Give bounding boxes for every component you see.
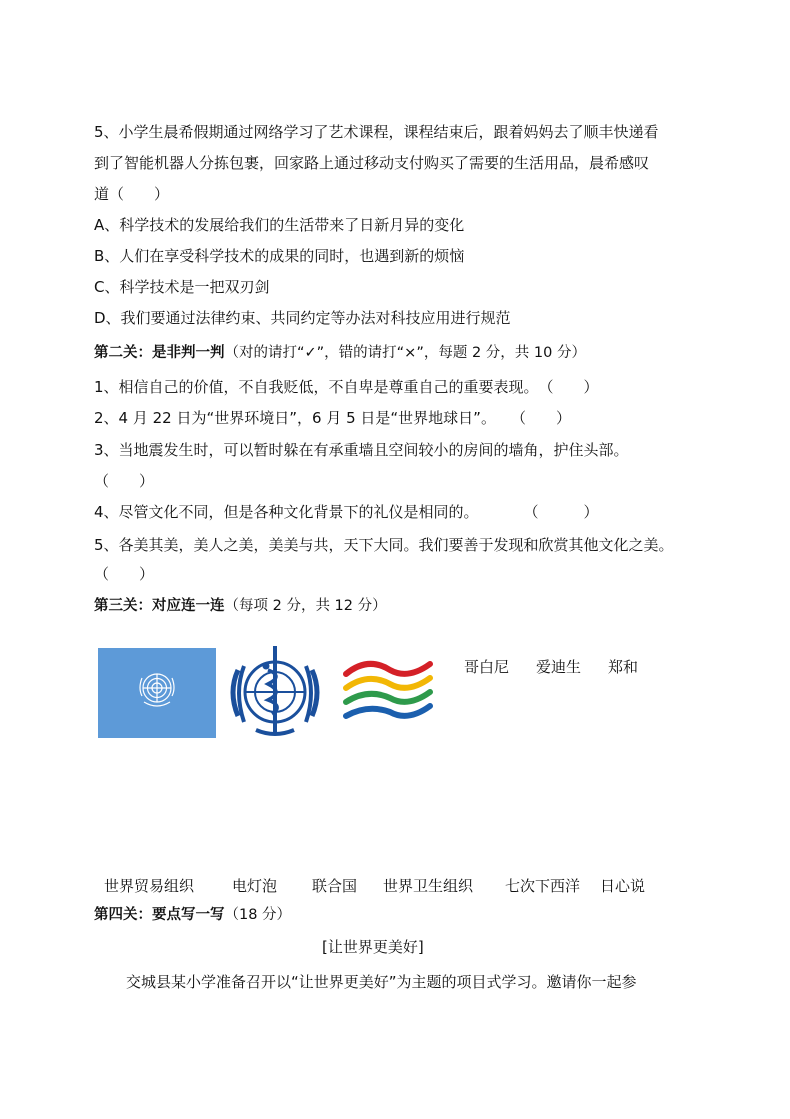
tf-item-3-blank: （ ）	[94, 472, 155, 490]
section4-title: 第四关：要点写一写	[94, 907, 225, 923]
q5-stem-line3: 道（ ）	[94, 185, 170, 203]
answer-voyages: 七次下西洋	[505, 877, 581, 895]
section4-note: （18 分）	[224, 907, 292, 923]
answer-heliocentrism: 日心说	[600, 877, 646, 895]
person-edison: 爱迪生	[536, 658, 582, 676]
tf-item-3: 3、当地震发生时，可以暂时躲在有承重墙且空间较小的房间的墙角，护住头部。	[94, 441, 629, 459]
q5-option-d: D、我们要通过法律约束、共同约定等办法对科技应用进行规范	[94, 309, 511, 327]
section2-heading	[94, 343, 586, 363]
un-logo-icon	[98, 648, 216, 738]
q5-stem-line2: 到了智能机器人分拣包裹，回家路上通过移动支付购买了需要的生活用品，晨希感叹	[94, 154, 650, 172]
tf-item-5: 5、各美其美，美人之美，美美与共，天下大同。我们要善于发现和欣赏其他文化之美。	[94, 536, 674, 554]
section2-note: （对的请打“✓”，错的请打“×”，每题 2 分，共 10 分）	[224, 345, 586, 361]
answer-light-bulb: 电灯泡	[232, 877, 278, 895]
section3-title: 第三关：对应连一连	[94, 598, 225, 614]
essay-title: [让世界更美好]	[322, 938, 424, 956]
answer-who: 世界卫生组织	[383, 877, 474, 895]
q5-option-a: A、科学技术的发展给我们的生活带来了日新月异的变化	[94, 216, 465, 234]
section3-note: （每项 2 分，共 12 分）	[224, 598, 387, 614]
tf-item-5-blank: （ ）	[94, 565, 155, 583]
section4-heading	[94, 905, 291, 925]
answer-wto: 世界贸易组织	[104, 877, 195, 895]
person-zheng-he: 郑和	[608, 658, 639, 676]
q5-option-c: C、科学技术是一把双刃剑	[94, 278, 270, 296]
person-copernicus: 哥白尼	[464, 658, 510, 676]
tf-item-4: 4、尽管文化不同，但是各种文化背景下的礼仪是相同的。 （ ）	[94, 503, 599, 521]
answer-un: 联合国	[312, 877, 358, 895]
section4-intro: 交城县某小学准备召开以“让世界更美好”为主题的项目式学习。邀请你一起参	[126, 973, 637, 991]
wto-logo-icon	[338, 648, 438, 730]
q5-stem-line1: 5、小学生晨希假期通过网络学习了艺术课程，课程结束后，跟着妈妈去了顺丰快递看	[94, 123, 659, 141]
tf-item-1: 1、相信自己的价值，不自我贬低，不自卑是尊重自己的重要表现。 （ ）	[94, 378, 599, 396]
section2-title: 第二关：是非判一判	[94, 345, 225, 361]
who-logo-icon	[220, 640, 330, 740]
q5-option-b: B、人们在享受科学技术的成果的同时，也遇到新的烦恼	[94, 247, 465, 265]
tf-item-2: 2、4 月 22 日为“世界环境日”，6 月 5 日是“世界地球日”。 （ ）	[94, 409, 571, 427]
section3-heading	[94, 596, 387, 616]
